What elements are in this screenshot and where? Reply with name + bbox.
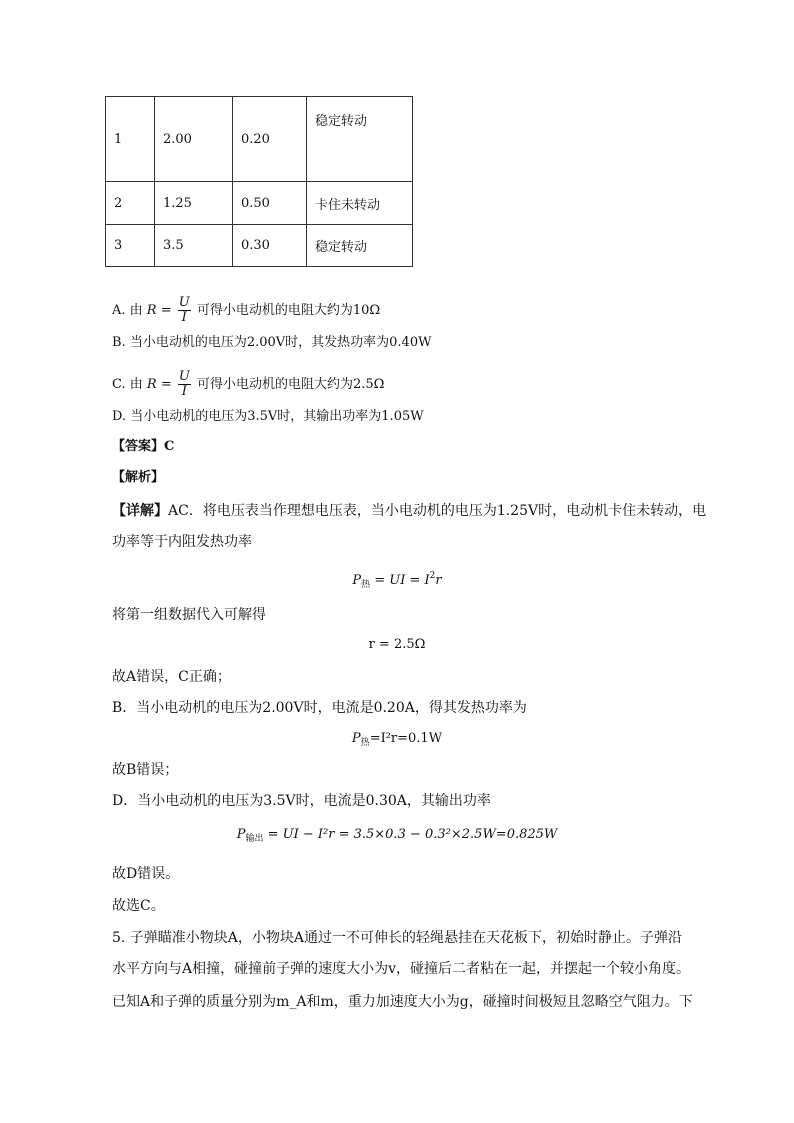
- fraction-numerator: U: [178, 369, 190, 384]
- analysis-label: 【解析】: [112, 470, 165, 485]
- table-row: [106, 97, 413, 182]
- detail-paragraph-9: 故选C。: [112, 898, 165, 914]
- eq4-subscript: 输出: [245, 834, 264, 844]
- equation-b-heat: [0, 730, 794, 752]
- answer-label: 【答案】: [112, 439, 165, 454]
- option-a-eq: =: [156, 303, 176, 318]
- eq1-rest: = UI = I: [370, 573, 430, 588]
- detail-paragraph-8: 故D错误。: [112, 866, 180, 882]
- option-a: [112, 296, 380, 325]
- eq3-rest: =I²r=0.1W: [369, 731, 443, 746]
- table-cell-voltage: 3.5: [155, 225, 233, 267]
- question-5-line-2: 水平方向与A相撞，碰撞前子弹的速度大小为v，碰撞后二者粘在一起，并摆起一个较小角度。: [112, 961, 691, 977]
- option-b: B. 当小电动机的电压为2.00V时，其发热功率为0.40W: [112, 335, 432, 350]
- detail-paragraph-7: D．当小电动机的电压为3.5V时，电流是0.30A，其输出功率: [112, 793, 491, 809]
- option-c: [112, 370, 384, 399]
- eq1-end: r: [435, 573, 442, 588]
- table-cell-index: 3: [106, 225, 155, 267]
- detail-paragraph-1: [112, 501, 706, 521]
- option-c-prefix: C. 由: [112, 377, 143, 392]
- measurement-table: [105, 96, 413, 267]
- table-row: [106, 182, 413, 225]
- eq1-p: P: [352, 573, 362, 588]
- detail-paragraph-2: 功率等于内阻发热功率: [112, 534, 252, 550]
- option-a-prefix: A. 由: [112, 303, 143, 318]
- detail-paragraph-3: 将第一组数据代入可解得: [112, 607, 266, 623]
- fraction-denominator: I: [181, 384, 187, 399]
- table-cell-current: 0.30: [233, 225, 307, 267]
- table-cell-index: 2: [106, 182, 155, 225]
- eq4-rest: = UI − I²r = 3.5×0.3 − 0.3²×2.5W=0.825W: [263, 827, 558, 842]
- option-c-text: 可得小电动机的电阻大约为2.5Ω: [196, 377, 385, 392]
- answer-line: [112, 438, 174, 456]
- detail-paragraph-5: B．当小电动机的电压为2.00V时，电流是0.20A，得其发热功率为: [112, 700, 527, 716]
- option-c-r: R: [146, 377, 157, 392]
- table-cell-voltage: 2.00: [155, 97, 233, 182]
- question-5-line-1: 5. 子弹瞄准小物块A，小物块A通过一不可伸长的轻绳悬挂在天花板下，初始时静止。子弹沿: [112, 930, 683, 946]
- eq1-subscript: 热: [361, 580, 371, 590]
- equation-resistance: r = 2.5Ω: [368, 637, 426, 652]
- option-a-fraction: [178, 296, 191, 325]
- eq3-subscript: 热: [360, 738, 370, 748]
- table-cell-state: 卡住未转动: [307, 182, 413, 225]
- eq4-p: P: [236, 827, 246, 842]
- eq3-p: P: [351, 731, 361, 746]
- equation-output-power: [0, 826, 794, 848]
- option-c-fraction: [178, 370, 191, 399]
- fraction-numerator: U: [178, 295, 190, 310]
- equation-heat-power: [0, 567, 794, 594]
- detail-paragraph-4: 故A错误，C正确；: [112, 669, 231, 685]
- table-cell-state: 稳定转动: [307, 225, 413, 267]
- table-cell-current: 0.20: [233, 97, 307, 182]
- table-cell-state: 稳定转动: [307, 97, 413, 182]
- option-a-r: R: [146, 303, 157, 318]
- question-5-line-3: 已知A和子弹的质量分别为m_A和m，重力加速度大小为g，碰撞时间极短且忽略空气阻力。下: [112, 994, 693, 1010]
- detail-label: 【详解】: [112, 503, 168, 519]
- eq1-superscript: 2: [429, 571, 436, 581]
- detail-paragraph-6: 故B错误；: [112, 762, 179, 778]
- option-c-eq: =: [156, 377, 176, 392]
- table-cell-voltage: 1.25: [155, 182, 233, 225]
- answer-value: C: [164, 439, 175, 454]
- option-d: D. 当小电动机的电压为3.5V时，其输出功率为1.05W: [112, 409, 424, 424]
- fraction-denominator: I: [181, 310, 187, 325]
- table-row: [106, 225, 413, 267]
- option-a-text: 可得小电动机的电阻大约为10Ω: [196, 303, 381, 318]
- detail-text-1: AC．将电压表当作理想电压表，当小电动机的电压为1.25V时，电动机卡住未转动，电: [168, 503, 707, 519]
- table-cell-index: 1: [106, 97, 155, 182]
- table-cell-current: 0.50: [233, 182, 307, 225]
